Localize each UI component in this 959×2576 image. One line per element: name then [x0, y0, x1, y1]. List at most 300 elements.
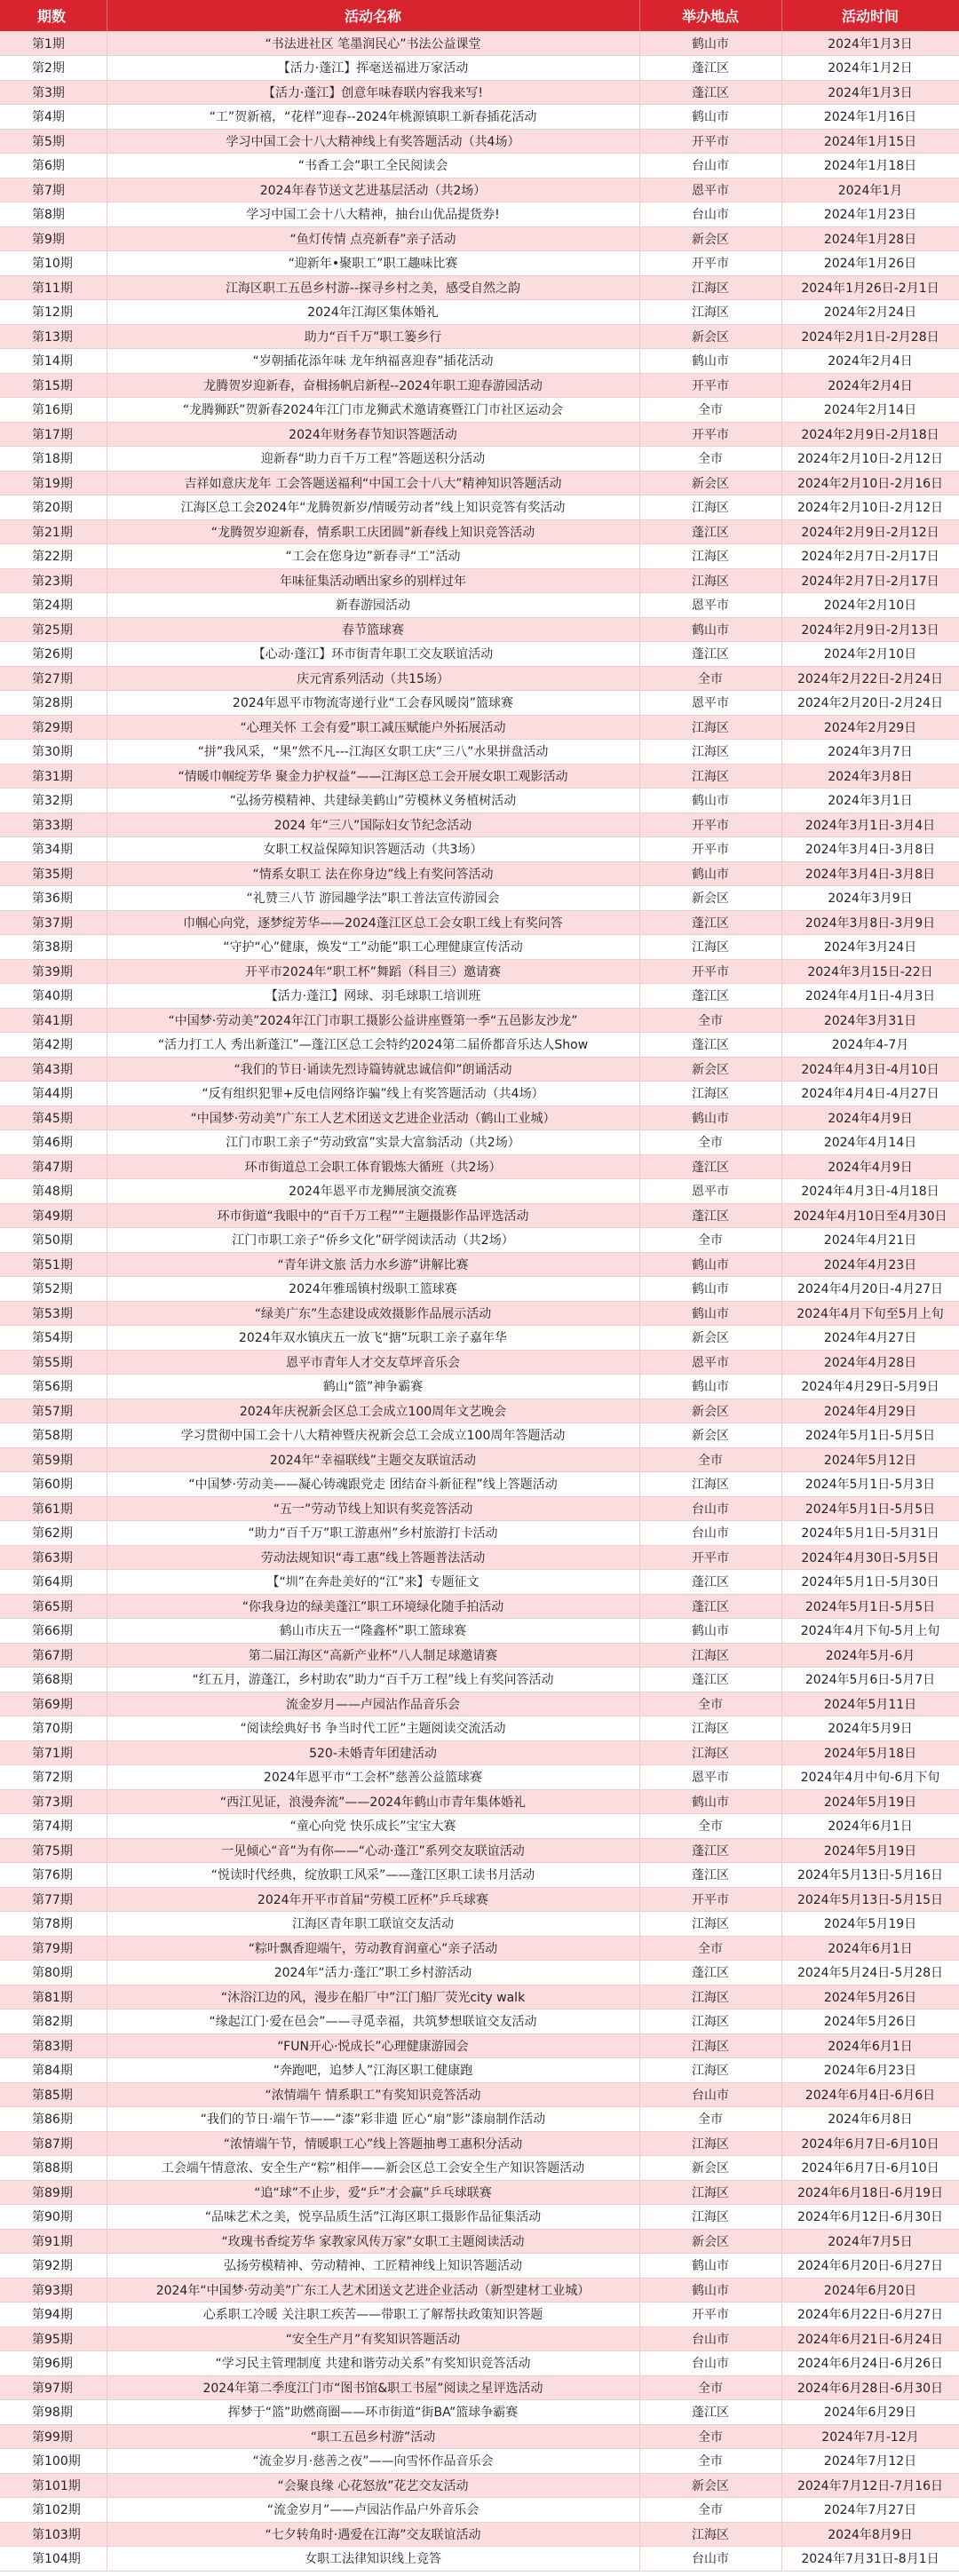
cell-period: 第40期	[0, 984, 107, 1009]
table-row	[0, 373, 959, 398]
table-row	[0, 617, 959, 642]
cell-time: 2024年6月4日-6月6日	[781, 2082, 959, 2107]
cell-name: “中国梦·劳动美”广东工人艺术团送文艺进企业活动（鹤山工业城）	[107, 1106, 639, 1130]
cell-period: 第66期	[0, 1619, 107, 1644]
cell-period: 第5期	[0, 129, 107, 154]
table-row	[0, 861, 959, 886]
cell-time: 2024年4月28日	[781, 1350, 959, 1375]
cell-period: 第90期	[0, 2205, 107, 2230]
cell-time: 2024年2月1日-2月28日	[781, 324, 959, 349]
cell-name: 巾帼心向党，逐梦绽芳华——2024蓬江区总工会女职工线上有奖问答	[107, 910, 639, 935]
cell-name: “品味艺术之美，悦享品质生活”江海区职工摄影作品征集活动	[107, 2205, 639, 2230]
cell-name: “活力打工人 秀出新蓬江”—蓬江区总工会特约2024第二届侨都音乐达人Show	[107, 1033, 639, 1058]
cell-location: 开平市	[639, 1545, 781, 1570]
cell-location: 开平市	[639, 373, 781, 398]
cell-location: 江海区	[639, 2033, 781, 2058]
cell-location: 蓬江区	[639, 2400, 781, 2425]
cell-location: 鹤山市	[639, 1789, 781, 1814]
cell-period: 第1期	[0, 31, 107, 56]
cell-time: 2024年1月18日	[781, 154, 959, 178]
cell-location: 全市	[639, 2107, 781, 2132]
table-row	[0, 1154, 959, 1179]
cell-location: 鹤山市	[639, 1277, 781, 1302]
cell-name: 520-未婚青年团建活动	[107, 1740, 639, 1765]
cell-period: 第42期	[0, 1033, 107, 1058]
cell-location: 江海区	[639, 1082, 781, 1106]
cell-time: 2024年5月26日	[781, 2009, 959, 2034]
cell-location: 全市	[639, 2424, 781, 2449]
cell-location: 新会区	[639, 1057, 781, 1082]
table-row	[0, 1740, 959, 1765]
cell-location: 江海区	[639, 275, 781, 300]
cell-name: “浓情端午节，情暖职工心”线上答题抽粤工惠积分活动	[107, 2131, 639, 2156]
cell-name: 年味征集活动晒出家乡的别样过年	[107, 568, 639, 593]
cell-period: 第85期	[0, 2082, 107, 2107]
table-row	[0, 789, 959, 813]
cell-name: 迎新春“助力百千万工程”答题送积分活动	[107, 447, 639, 472]
cell-name: 环市街道总工会职工体育锻炼大循班（共2场）	[107, 1154, 639, 1179]
cell-period: 第86期	[0, 2107, 107, 2132]
cell-time: 2024年3月1日-3月4日	[781, 812, 959, 837]
cell-location: 蓬江区	[639, 56, 781, 81]
cell-time: 2024年5月1日-5月5日	[781, 1594, 959, 1619]
cell-location: 台山市	[639, 154, 781, 178]
cell-period: 第33期	[0, 812, 107, 837]
table-row	[0, 2058, 959, 2083]
cell-time: 2024年1月	[781, 178, 959, 202]
cell-name: “书法进社区 笔墨润民心”书法公益课堂	[107, 31, 639, 56]
cell-location: 蓬江区	[639, 1668, 781, 1692]
cell-name: 学习中国工会十八大精神线上有奖答题活动（共4场）	[107, 129, 639, 154]
cell-time: 2024年3月8日-3月9日	[781, 910, 959, 935]
cell-period: 第22期	[0, 544, 107, 569]
cell-period: 第27期	[0, 666, 107, 691]
cell-name: “心理关怀 工会有爱”职工减压赋能户外拓展活动	[107, 715, 639, 740]
cell-name: 一见倾心“音”为有你——“心动·蓬江”系列交友联谊活动	[107, 1838, 639, 1863]
cell-time: 2024年5月1日-5月5日	[781, 1496, 959, 1521]
cell-name: 2024年“中国梦·劳动美”广东工人艺术团送文艺进企业活动（新型建材工业城）	[107, 2278, 639, 2303]
cell-period: 第25期	[0, 617, 107, 642]
table-row	[0, 2547, 959, 2572]
cell-location: 开平市	[639, 251, 781, 276]
cell-name: 【“圳”在奔赴美好的“江”来】专题征文	[107, 1570, 639, 1595]
cell-name: “工”贺新禧，“花样”迎春--2024年桃源镇职工新春插花活动	[107, 105, 639, 130]
cell-period: 第78期	[0, 1912, 107, 1937]
cell-location: 新会区	[639, 2473, 781, 2498]
cell-name: 2024 年“三八”国际妇女节纪念活动	[107, 812, 639, 837]
cell-time: 2024年2月9日-2月13日	[781, 617, 959, 642]
table-row	[0, 1570, 959, 1595]
cell-time: 2024年4月9日	[781, 1154, 959, 1179]
cell-location: 台山市	[639, 1521, 781, 1546]
table-row	[0, 178, 959, 202]
table-row	[0, 1472, 959, 1497]
cell-time: 2024年3月24日	[781, 935, 959, 960]
cell-period: 第10期	[0, 251, 107, 276]
cell-name: “中国梦·劳动美”2024年江门市职工摄影公益讲座暨第一季“五邑影友沙龙”	[107, 1008, 639, 1033]
cell-time: 2024年3月15日-22日	[781, 959, 959, 984]
cell-period: 第77期	[0, 1887, 107, 1912]
cell-period: 第88期	[0, 2156, 107, 2181]
cell-time: 2024年2月9日-2月12日	[781, 519, 959, 544]
cell-location: 台山市	[639, 2082, 781, 2107]
cell-name: “玫瑰书香绽芳华 家教家风传万家”女职工主题阅读活动	[107, 2229, 639, 2254]
cell-period: 第58期	[0, 1423, 107, 1448]
table-row	[0, 1008, 959, 1033]
cell-period: 第74期	[0, 1814, 107, 1839]
cell-time: 2024年5月1日-5月5日	[781, 1423, 959, 1448]
cell-period: 第101期	[0, 2473, 107, 2498]
cell-location: 江海区	[639, 495, 781, 520]
table-row	[0, 31, 959, 56]
cell-name: 2024年恩平市物流寄递行业“工会春风暖岗”篮球赛	[107, 691, 639, 716]
table-row	[0, 2107, 959, 2132]
cell-time: 2024年5月1日-5月3日	[781, 1472, 959, 1497]
cell-time: 2024年6月1日	[781, 1814, 959, 1839]
cell-time: 2024年7月31日-8月1日	[781, 2547, 959, 2572]
table-row	[0, 1765, 959, 1790]
cell-time: 2024年5月26日	[781, 1985, 959, 2009]
cell-time: 2024年2月24日	[781, 300, 959, 325]
cell-period: 第54期	[0, 1326, 107, 1351]
cell-location: 开平市	[639, 129, 781, 154]
cell-location: 蓬江区	[639, 642, 781, 667]
table-row	[0, 519, 959, 544]
cell-time: 2024年1月3日	[781, 80, 959, 105]
cell-location: 台山市	[639, 2326, 781, 2351]
table-row	[0, 1399, 959, 1423]
cell-time: 2024年6月22日-6月27日	[781, 2303, 959, 2327]
cell-time: 2024年1月23日	[781, 202, 959, 227]
table-row	[0, 398, 959, 423]
cell-period: 第103期	[0, 2522, 107, 2547]
cell-period: 第19期	[0, 471, 107, 495]
cell-time: 2024年3月4日-3月8日	[781, 861, 959, 886]
cell-period: 第7期	[0, 178, 107, 202]
cell-location: 江海区	[639, 2522, 781, 2547]
cell-location: 蓬江区	[639, 1033, 781, 1058]
cell-period: 第38期	[0, 935, 107, 960]
table-row	[0, 2449, 959, 2474]
cell-period: 第9期	[0, 226, 107, 251]
cell-time: 2024年1月26日	[781, 251, 959, 276]
cell-name: 环市街道“我眼中的“百千万工程””主题摄影作品评选活动	[107, 1203, 639, 1228]
cell-name: 江门市职工亲子“劳动致富”实景大富翁活动（共2场）	[107, 1130, 639, 1155]
cell-location: 全市	[639, 666, 781, 691]
table-row	[0, 251, 959, 276]
table-row	[0, 1936, 959, 1961]
cell-time: 2024年4月3日-4月18日	[781, 1179, 959, 1204]
cell-location: 蓬江区	[639, 984, 781, 1009]
cell-name: “龙腾狮跃”贺新春2024年江门市龙狮武术邀请赛暨江门市社区运动会	[107, 398, 639, 423]
cell-period: 第50期	[0, 1228, 107, 1253]
cell-name: 挥梦于“篮”助燃商圈——环市街道“街BA”篮球争霸赛	[107, 2400, 639, 2425]
cell-location: 开平市	[639, 2303, 781, 2327]
cell-time: 2024年4月下旬至5月上旬	[781, 1301, 959, 1326]
table-row	[0, 471, 959, 495]
cell-location: 鹤山市	[639, 1252, 781, 1277]
table-row	[0, 812, 959, 837]
cell-time: 2024年6月20日-6月27日	[781, 2254, 959, 2279]
cell-period: 第89期	[0, 2180, 107, 2205]
cell-location: 新会区	[639, 226, 781, 251]
cell-location: 恩平市	[639, 178, 781, 202]
table-row	[0, 1277, 959, 1302]
table-row	[0, 1447, 959, 1472]
cell-time: 2024年5月6日-5月7日	[781, 1668, 959, 1692]
table-row	[0, 1375, 959, 1399]
cell-name: 2024年江海区集体婚礼	[107, 300, 639, 325]
cell-time: 2024年5月12日	[781, 1447, 959, 1472]
table-row	[0, 568, 959, 593]
cell-location: 台山市	[639, 1496, 781, 1521]
table-row	[0, 1692, 959, 1716]
cell-name: “龙腾贺岁迎新春，情系职工庆团圆”新春线上知识竞答活动	[107, 519, 639, 544]
cell-period: 第11期	[0, 275, 107, 300]
table-row	[0, 764, 959, 789]
cell-location: 江海区	[639, 740, 781, 765]
table-row	[0, 105, 959, 130]
cell-period: 第64期	[0, 1570, 107, 1595]
cell-name: “中国梦·劳动美——凝心铸魂跟党走 团结奋斗新征程”线上答题活动	[107, 1472, 639, 1497]
cell-time: 2024年2月10日	[781, 593, 959, 618]
cell-location: 江海区	[639, 2009, 781, 2034]
cell-location: 全市	[639, 1228, 781, 1253]
cell-location: 开平市	[639, 812, 781, 837]
cell-location: 蓬江区	[639, 1838, 781, 1863]
cell-time: 2024年5月19日	[781, 1912, 959, 1937]
table-row	[0, 1619, 959, 1644]
cell-name: “FUN开心·悦成长”心理健康游园会	[107, 2033, 639, 2058]
cell-location: 蓬江区	[639, 1961, 781, 1986]
cell-period: 第97期	[0, 2375, 107, 2400]
table-row	[0, 1033, 959, 1058]
table-body	[0, 31, 959, 2571]
cell-name: “悦读时代经典，绽放职工风采”——蓬江区职工读书月活动	[107, 1863, 639, 1888]
cell-name: 吉祥如意庆龙年 工会答题送福利“中国工会十八大”精神知识答题活动	[107, 471, 639, 495]
cell-name: 庆元宵系列活动（共15场）	[107, 666, 639, 691]
cell-name: “书香工会”职工全民阅读会	[107, 154, 639, 178]
table-row	[0, 1179, 959, 1204]
table-row	[0, 422, 959, 447]
cell-period: 第44期	[0, 1082, 107, 1106]
cell-time: 2024年7月12日-7月16日	[781, 2473, 959, 2498]
table-row	[0, 226, 959, 251]
cell-name: 新春游园活动	[107, 593, 639, 618]
table-row	[0, 2254, 959, 2279]
table-row	[0, 2498, 959, 2523]
cell-name: “西江见证，浪漫奔流”——2024年鹤山市青年集体婚礼	[107, 1789, 639, 1814]
table-row	[0, 1789, 959, 1814]
table-row	[0, 1887, 959, 1912]
cell-location: 江海区	[639, 764, 781, 789]
table-row	[0, 2473, 959, 2498]
cell-period: 第23期	[0, 568, 107, 593]
table-row	[0, 1301, 959, 1326]
cell-period: 第102期	[0, 2498, 107, 2523]
cell-period: 第79期	[0, 1936, 107, 1961]
cell-time: 2024年5月13日-5月16日	[781, 1863, 959, 1888]
cell-location: 江海区	[639, 715, 781, 740]
table-row	[0, 324, 959, 349]
table-row	[0, 1130, 959, 1155]
table-row	[0, 2131, 959, 2156]
cell-period: 第48期	[0, 1179, 107, 1204]
cell-time: 2024年1月15日	[781, 129, 959, 154]
cell-period: 第35期	[0, 861, 107, 886]
cell-period: 第81期	[0, 1985, 107, 2009]
cell-name: 江门市职工亲子“侨乡文化”研学阅读活动（共2场）	[107, 1228, 639, 1253]
cell-location: 蓬江区	[639, 1863, 781, 1888]
cell-name: “流金岁月·慈善之夜”——向雪怀作品音乐会	[107, 2449, 639, 2474]
cell-period: 第14期	[0, 349, 107, 374]
cell-period: 第43期	[0, 1057, 107, 1082]
table-row	[0, 1423, 959, 1448]
cell-name: 劳动法规知识“毒工惠”线上答题普法活动	[107, 1545, 639, 1570]
table-row	[0, 1814, 959, 1839]
header-time: 活动时间	[781, 0, 959, 31]
table-row	[0, 2082, 959, 2107]
cell-period: 第18期	[0, 447, 107, 472]
cell-period: 第99期	[0, 2424, 107, 2449]
cell-name: 女职工法律知识线上竞答	[107, 2547, 639, 2572]
cell-time: 2024年6月29日	[781, 2400, 959, 2425]
cell-name: 第二届江海区“高新产业杯”八人制足球邀请赛	[107, 1643, 639, 1668]
cell-name: “安全生产月”有奖知识答题活动	[107, 2326, 639, 2351]
cell-period: 第67期	[0, 1643, 107, 1668]
cell-time: 2024年5月1日-5月31日	[781, 1521, 959, 1546]
cell-period: 第60期	[0, 1472, 107, 1497]
cell-period: 第55期	[0, 1350, 107, 1375]
cell-period: 第41期	[0, 1008, 107, 1033]
cell-time: 2024年6月28日-6月30日	[781, 2375, 959, 2400]
cell-period: 第61期	[0, 1496, 107, 1521]
cell-name: “拼”我风采，“果”然不凡---江海区女职工庆“三八”水果拼盘活动	[107, 740, 639, 765]
cell-name: 【活力·蓬江】网球、羽毛球职工培训班	[107, 984, 639, 1009]
table-row	[0, 300, 959, 325]
cell-period: 第93期	[0, 2278, 107, 2303]
cell-name: 2024年恩平市“工会杯”慈善公益篮球赛	[107, 1765, 639, 1790]
table-row	[0, 1985, 959, 2009]
cell-period: 第49期	[0, 1203, 107, 1228]
table-row	[0, 544, 959, 569]
cell-name: “鱼灯传情 点亮新春”亲子活动	[107, 226, 639, 251]
cell-name: “会聚良缘 心花怒放”花艺交友活动	[107, 2473, 639, 2498]
cell-location: 开平市	[639, 422, 781, 447]
cell-location: 江海区	[639, 935, 781, 960]
table-row	[0, 691, 959, 716]
table-row	[0, 886, 959, 911]
cell-period: 第36期	[0, 886, 107, 911]
cell-time: 2024年7月5日	[781, 2229, 959, 2254]
cell-name: 助力“百千万”职工篓乡行	[107, 324, 639, 349]
cell-location: 鹤山市	[639, 1301, 781, 1326]
cell-location: 江海区	[639, 1912, 781, 1937]
cell-name: 2024年“活力·蓬江”职工乡村游活动	[107, 1961, 639, 1986]
cell-name: 流金岁月——卢园沾作品音乐会	[107, 1692, 639, 1716]
cell-location: 恩平市	[639, 1179, 781, 1204]
table-row	[0, 1326, 959, 1351]
table-row	[0, 740, 959, 765]
cell-location: 江海区	[639, 1716, 781, 1741]
cell-location: 鹤山市	[639, 31, 781, 56]
cell-time: 2024年4月9日	[781, 1106, 959, 1130]
table-row	[0, 2522, 959, 2547]
cell-time: 2024年4月29日	[781, 1399, 959, 1423]
cell-name: 【心动·蓬江】环市街青年职工交友联谊活动	[107, 642, 639, 667]
table-row	[0, 1350, 959, 1375]
cell-location: 新会区	[639, 1326, 781, 1351]
cell-location: 开平市	[639, 959, 781, 984]
cell-period: 第46期	[0, 1130, 107, 1155]
table-row	[0, 1643, 959, 1668]
cell-name: 【活力·蓬江】挥毫送福进万家活动	[107, 56, 639, 81]
cell-name: “流金岁月”——卢园沾作品户外音乐会	[107, 2498, 639, 2523]
cell-name: “你我身边的绿美蓬江”职工环境绿化随手拍活动	[107, 1594, 639, 1619]
cell-time: 2024年5月1日-5月30日	[781, 1570, 959, 1595]
cell-time: 2024年3月7日	[781, 740, 959, 765]
cell-time: 2024年4-7月	[781, 1033, 959, 1058]
table-row	[0, 2326, 959, 2351]
cell-period: 第15期	[0, 373, 107, 398]
cell-name: “追“球”不止步，爱“乒”才会赢”乒乓球联赛	[107, 2180, 639, 2205]
cell-location: 全市	[639, 398, 781, 423]
cell-name: 学习中国工会十八大精神，抽台山优品提货券!	[107, 202, 639, 227]
table-row	[0, 2205, 959, 2230]
table-row	[0, 935, 959, 960]
cell-name: 工会端午情意浓、安全生产“粽”相伴——新会区总工会安全生产知识答题活动	[107, 2156, 639, 2181]
cell-location: 江海区	[639, 1740, 781, 1765]
cell-location: 新会区	[639, 2156, 781, 2181]
cell-location: 全市	[639, 1008, 781, 1033]
cell-period: 第21期	[0, 519, 107, 544]
table-header-row	[0, 0, 959, 31]
cell-location: 鹤山市	[639, 789, 781, 813]
cell-time: 2024年5月11日	[781, 1692, 959, 1716]
cell-period: 第32期	[0, 789, 107, 813]
cell-name: 2024年双水镇庆五一放飞“搪”玩职工亲子嘉年华	[107, 1326, 639, 1351]
cell-name: “七夕转角时·遇爱在江海”交友联谊活动	[107, 2522, 639, 2547]
cell-name: “阅读绘典好书 争当时代工匠”主题阅读交流活动	[107, 1716, 639, 1741]
cell-name: 2024年财务春节知识答题活动	[107, 422, 639, 447]
cell-name: “绿美广东”生态建设成效摄影作品展示活动	[107, 1301, 639, 1326]
cell-period: 第47期	[0, 1154, 107, 1179]
table-row	[0, 715, 959, 740]
cell-time: 2024年7月-12月	[781, 2424, 959, 2449]
cell-time: 2024年1月2日	[781, 56, 959, 81]
cell-location: 鹤山市	[639, 349, 781, 374]
cell-name: “沐浴江边的风，漫步在船厂中”江门船厂荧光city walk	[107, 1985, 639, 2009]
cell-period: 第56期	[0, 1375, 107, 1399]
cell-location: 江海区	[639, 1643, 781, 1668]
table-row	[0, 1863, 959, 1888]
cell-period: 第12期	[0, 300, 107, 325]
table-row	[0, 1082, 959, 1106]
cell-period: 第13期	[0, 324, 107, 349]
cell-time: 2024年1月26日-2月1日	[781, 275, 959, 300]
cell-location: 蓬江区	[639, 910, 781, 935]
cell-time: 2024年6月7日-6月10日	[781, 2156, 959, 2181]
cell-period: 第63期	[0, 1545, 107, 1570]
cell-name: “我们的节日·端午节——“漆”彩非遗 匠心“扇”影”漆扇制作活动	[107, 2107, 639, 2132]
cell-location: 江海区	[639, 568, 781, 593]
cell-period: 第20期	[0, 495, 107, 520]
cell-time: 2024年6月18日-6月19日	[781, 2180, 959, 2205]
cell-period: 第26期	[0, 642, 107, 667]
cell-time: 2024年2月10日-2月12日	[781, 447, 959, 472]
cell-time: 2024年2月4日	[781, 373, 959, 398]
cell-period: 第100期	[0, 2449, 107, 2474]
